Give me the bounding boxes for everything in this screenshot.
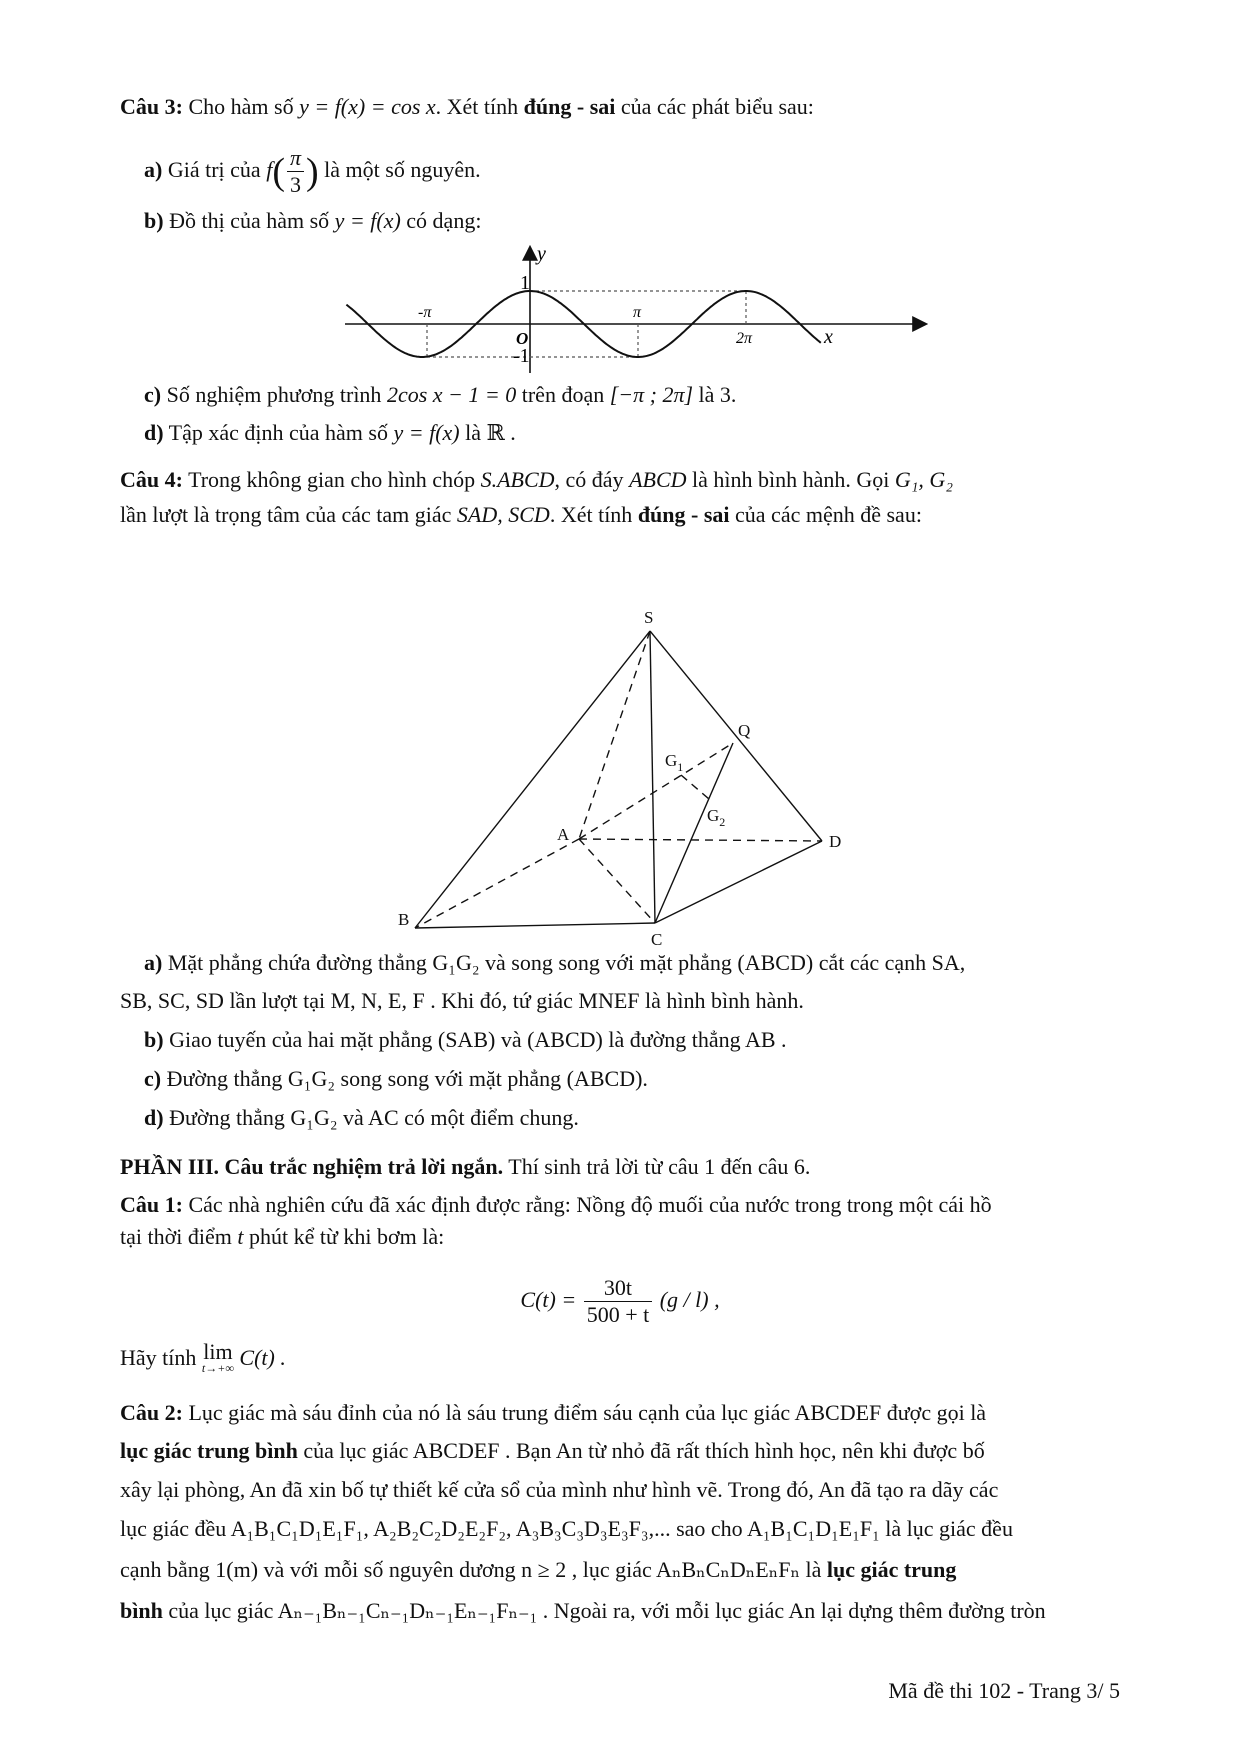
- p3-q2-bold-2: lục giác trung: [826, 1557, 957, 1582]
- vertex-label-c: C: [651, 930, 663, 949]
- q4-stem-line-1: [120, 465, 953, 495]
- formula-numerator: 30t: [584, 1275, 653, 1302]
- q3-intro-text-2: . Xét tính: [435, 94, 519, 119]
- q3-statement-b: [144, 206, 481, 236]
- q3-c-text: Số nghiệm phương trình: [166, 382, 382, 407]
- q4-text-6: của các mệnh đề sau:: [735, 502, 922, 527]
- vertex-label-d: D: [829, 832, 842, 851]
- q4-b-label: b): [144, 1027, 164, 1052]
- p3-q1-ask-text: Hãy tính: [120, 1345, 197, 1370]
- q3-b-text-2: có dạng:: [406, 208, 482, 233]
- q3-d-text-2: là ℝ .: [465, 420, 516, 445]
- limit-operator: [201, 1338, 234, 1376]
- q3-a-f: f: [266, 157, 273, 182]
- vertex-label-s: S: [644, 608, 654, 627]
- q4-triangles: SAD, SCD: [456, 502, 550, 527]
- q3-a-label: a): [144, 157, 163, 182]
- q3-c-text-2: trên đoạn: [521, 382, 605, 407]
- q4-statement-b: [144, 1025, 787, 1055]
- q3-intro-formula: y = f(x) = cos x: [299, 94, 436, 119]
- p3-q1-label: Câu 1:: [120, 1192, 183, 1217]
- q4-b-text: Giao tuyến của hai mặt phẳng (SAB) và (ABCD) là đường thẳng AB .: [169, 1027, 787, 1052]
- q4-text-5: . Xét tính: [549, 502, 633, 527]
- p3-q2-line-3: [120, 1475, 998, 1505]
- graph-origin-label: O: [516, 329, 529, 348]
- q3-a-num: π: [287, 145, 304, 172]
- q3-d-formula: y = f(x): [393, 420, 460, 445]
- q3-c-label: c): [144, 382, 162, 407]
- p3-q2-text-1: Lục giác mà sáu đỉnh của nó là sáu trung điểm sáu cạnh của lục giác ABCDEF được gọi là: [188, 1400, 987, 1425]
- q3-stem: [120, 92, 814, 122]
- part-3-heading: [120, 1152, 810, 1182]
- q3-intro-text-3: của các phát biểu sau:: [620, 94, 814, 119]
- graph-label-neg-one: -1: [513, 345, 530, 367]
- q4-statement-c: [144, 1064, 648, 1094]
- part-3-title: PHẦN III. Câu trắc nghiệm trả lời ngắn.: [120, 1154, 504, 1179]
- page-footer: Mã đề thi 102 - Trang 3/ 5: [888, 1678, 1120, 1703]
- q4-c-text: Đường thẳng G₁G₂ song song với mặt phẳng (ABCD).: [166, 1066, 648, 1091]
- limit-word: lim: [203, 1338, 233, 1364]
- q3-c-formula: 2cos x − 1 = 0: [386, 382, 517, 407]
- q4-text-4: lần lượt là trọng tâm của các tam giác: [120, 502, 452, 527]
- q3-c-text-3: là 3.: [698, 382, 737, 407]
- q4-a-text: Mặt phẳng chứa đường thẳng G₁G₂ và song song với mặt phẳng (ABCD) cắt các cạnh SA,: [167, 950, 966, 975]
- q4-stem-line-2: [120, 500, 922, 530]
- graph-label-two-pi: 2π: [736, 330, 753, 347]
- q4-text-3: là hình bình hành. Gọi: [692, 467, 890, 492]
- q4-c-label: c): [144, 1066, 162, 1091]
- pyramid-figure: [380, 540, 860, 960]
- q4-text-1: Trong không gian cho hình chóp: [188, 467, 476, 492]
- graph-y-label: y: [537, 243, 546, 265]
- graph-x-label: x: [824, 326, 833, 348]
- q3-statement-c: [144, 380, 736, 410]
- q3-b-formula: y = f(x): [334, 208, 401, 233]
- limit-subscript: t→+∞: [201, 1360, 234, 1375]
- vertex-label-a: A: [557, 825, 570, 844]
- formula-denominator: 500 + t: [586, 1302, 650, 1328]
- q3-d-label: d): [144, 420, 164, 445]
- formula-unit: (g / l) ,: [659, 1287, 720, 1312]
- p3-q1-line-1: [120, 1190, 992, 1220]
- p3-q2-text-6: của lục giác Aₙ₋₁Bₙ₋₁Cₙ₋₁Dₙ₋₁Eₙ₋₁Fₙ₋₁ . Ngoài ra, với mỗi lục giác An lại dựng thêm đường tròn: [168, 1598, 1046, 1623]
- q4-statement-a-line-1: [144, 948, 965, 978]
- q4-d-label: d): [144, 1105, 164, 1130]
- vertex-label-g1: $G_1$: [665, 751, 684, 774]
- q3-statement-a: a) Giá trị của f( $\frac{\pi}{3}$ ) là một số nguyên.: [144, 145, 481, 198]
- q3-c-interval: [−π ; 2π]: [609, 382, 694, 407]
- p3-q2-line-6: [120, 1596, 1046, 1626]
- q3-a-fraction: [287, 145, 304, 198]
- q3-statement-d: [144, 418, 516, 448]
- p3-q2-line-4: [120, 1514, 1013, 1544]
- p3-q2-text-4: lục giác đều A₁B₁C₁D₁E₁F₁, A₂B₂C₂D₂E₂F₂, A₃B₃C₃D₃E₃F₃,... sao cho A₁B₁C₁D₁E₁F₁ là lục giác đều: [120, 1516, 1013, 1541]
- p3-q1-text-2: tại thời điểm: [120, 1224, 232, 1249]
- q3-intro-bold: đúng - sai: [523, 94, 616, 119]
- formula-fraction: [584, 1275, 653, 1328]
- vertex-label-b: B: [398, 910, 410, 929]
- p3-q1-ask: [120, 1338, 286, 1378]
- q3-label: Câu 3:: [120, 94, 183, 119]
- q4-d-text: Đường thẳng G₁G₂ và AC có một điểm chung.: [169, 1105, 579, 1130]
- q3-a-den: 3: [289, 172, 301, 198]
- q4-pyramid-name: S.ABCD: [480, 467, 555, 492]
- p3-q1-line-2: [120, 1222, 444, 1252]
- p3-q2-bold-3: bình: [120, 1598, 163, 1623]
- graph-label-one: 1: [520, 272, 530, 294]
- p3-q1-text-3: phút kể từ khi bơm là:: [248, 1224, 445, 1249]
- q4-statement-a-line-2: [120, 986, 804, 1016]
- p3-q2-label: Câu 2:: [120, 1400, 183, 1425]
- q3-a-text-2: là một số nguyên.: [324, 157, 481, 182]
- salt-formula: [0, 1270, 1240, 1330]
- p3-q1-variable: t: [237, 1224, 244, 1249]
- p3-q2-line-1: [120, 1398, 986, 1428]
- q3-b-label: b): [144, 208, 164, 233]
- p3-q2-text-3: xây lại phòng, An đã xin bố tự thiết kế cửa sổ của mình như hình vẽ. Trong đó, An đã tạo ra dãy các: [120, 1477, 999, 1502]
- q4-text-2: , có đáy: [554, 467, 624, 492]
- limit-function: C(t) .: [239, 1345, 286, 1370]
- q4-base-name: ABCD: [629, 467, 687, 492]
- q3-intro-text: Cho hàm số: [188, 94, 294, 119]
- q3-a-text: Giá trị của: [167, 157, 261, 182]
- p3-q2-line-2: [120, 1436, 985, 1466]
- q3-d-text: Tập xác định của hàm số: [168, 420, 388, 445]
- p3-q2-text-5: cạnh bằng 1(m) và với mỗi số nguyên dương n ≥ 2 , lục giác AₙBₙCₙDₙEₙFₙ là: [120, 1557, 822, 1582]
- q4-label: Câu 4:: [120, 467, 183, 492]
- vertex-label-g2: $G_2$: [707, 806, 726, 829]
- part-3-instructions: Thí sinh trả lời từ câu 1 đến câu 6.: [508, 1154, 811, 1179]
- p3-q2-bold-1: lục giác trung bình: [120, 1438, 298, 1463]
- q4-a-text-2: SB, SC, SD lần lượt tại M, N, E, F . Khi đó, tứ giác MNEF là hình bình hành.: [120, 988, 804, 1013]
- p3-q1-text: Các nhà nghiên cứu đã xác định được rằng: Nồng độ muối của nước trong trong một cái hồ: [188, 1192, 992, 1217]
- graph-label-pi: π: [633, 304, 642, 321]
- vertex-label-q: Q: [738, 721, 751, 740]
- q4-centroids: G₁, G₂: [894, 467, 953, 492]
- q3-b-text: Đồ thị của hàm số: [169, 208, 330, 233]
- q4-a-label: a): [144, 950, 163, 975]
- q4-bold: đúng - sai: [637, 502, 730, 527]
- formula-lhs: C(t) =: [520, 1287, 577, 1312]
- q4-statement-d: [144, 1103, 579, 1133]
- graph-label-neg-pi: -π: [418, 304, 432, 321]
- p3-q2-line-5: [120, 1555, 956, 1585]
- p3-q2-text-2: của lục giác ABCDEF . Bạn An từ nhỏ đã rất thích hình học, nên khi được bố: [303, 1438, 985, 1463]
